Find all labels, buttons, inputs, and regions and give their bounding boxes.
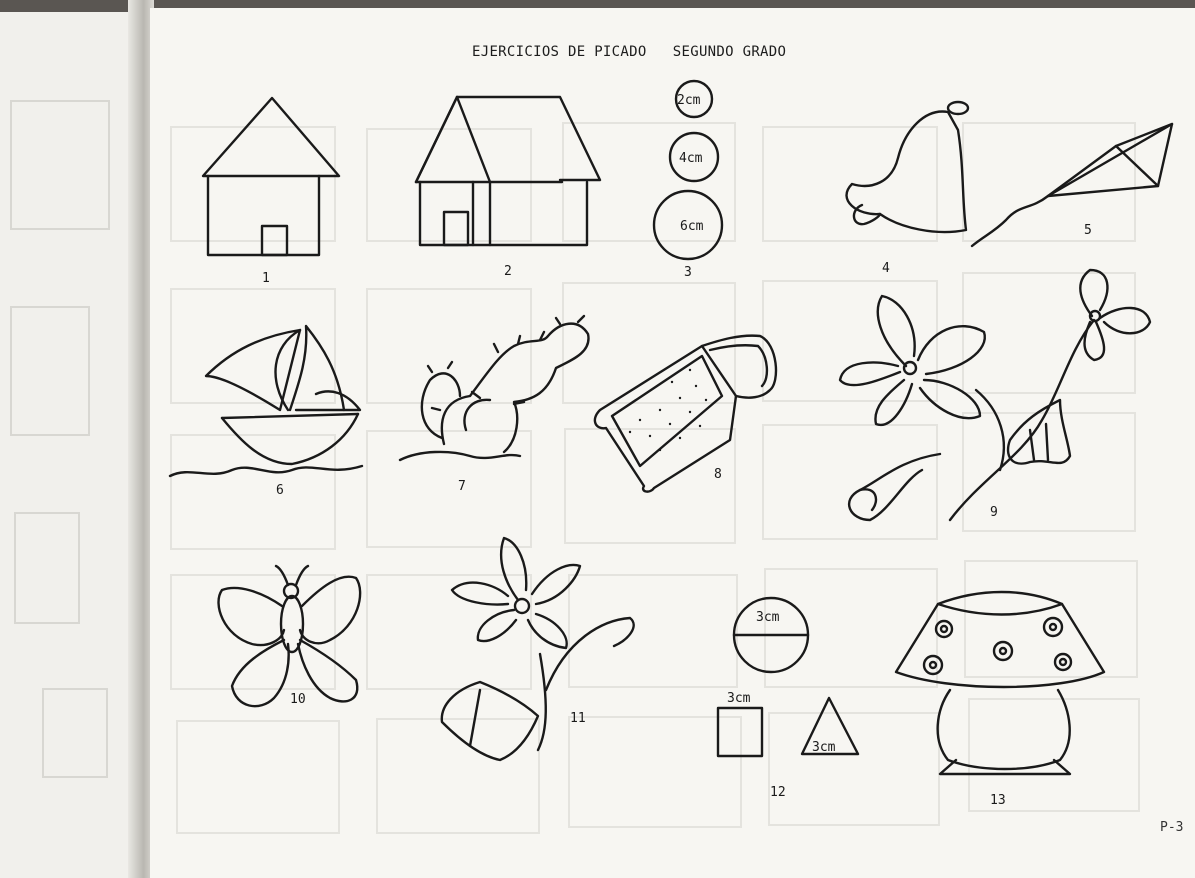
figure-11-number: 11 bbox=[570, 711, 586, 726]
figure-3-number: 3 bbox=[684, 265, 692, 280]
figure-10-butterfly bbox=[219, 566, 361, 707]
figure-3-circles bbox=[654, 81, 722, 280]
figure-5-kite bbox=[972, 124, 1172, 246]
figure-6-number: 6 bbox=[276, 483, 284, 498]
cactus-spines bbox=[428, 316, 584, 410]
figure-11-flower bbox=[442, 538, 634, 760]
figure-5-number: 5 bbox=[1084, 223, 1092, 238]
circle-3cm-label: 3cm bbox=[756, 610, 780, 625]
figure-13-number: 13 bbox=[990, 793, 1006, 808]
lamp-flower-pattern bbox=[924, 618, 1071, 674]
figure-12-shapes bbox=[718, 598, 858, 800]
title-left: EJERCICIOS DE PICADO bbox=[472, 44, 647, 60]
circle-medium-label: 4cm bbox=[679, 151, 703, 166]
circle-large-label: 6cm bbox=[680, 219, 704, 234]
figure-6-sailboat bbox=[170, 326, 362, 498]
circle-small-label: 2cm bbox=[677, 93, 701, 108]
figure-9-number: 9 bbox=[990, 505, 998, 520]
figure-7-cactus bbox=[400, 316, 589, 494]
grater-holes bbox=[629, 369, 707, 451]
figure-13-lamp bbox=[896, 592, 1104, 808]
figure-2-number: 2 bbox=[504, 264, 512, 279]
figure-1-house bbox=[203, 98, 339, 286]
figure-1-number: 1 bbox=[262, 271, 270, 286]
square-3cm-label: 3cm bbox=[727, 691, 751, 706]
figure-8-number: 8 bbox=[714, 467, 722, 482]
figure-9-flowers bbox=[840, 270, 1150, 520]
figure-7-number: 7 bbox=[458, 479, 466, 494]
figure-8-grater bbox=[595, 336, 776, 492]
figure-12-number: 12 bbox=[770, 785, 786, 800]
triangle-3cm-label: 3cm bbox=[812, 740, 836, 755]
figure-4-bell bbox=[847, 102, 968, 276]
figure-10-number: 10 bbox=[290, 692, 306, 707]
figure-2-house bbox=[416, 97, 600, 279]
page-code: P-3 bbox=[1160, 820, 1184, 835]
title-right: SEGUNDO GRADO bbox=[672, 44, 787, 60]
figure-4-number: 4 bbox=[882, 261, 890, 276]
